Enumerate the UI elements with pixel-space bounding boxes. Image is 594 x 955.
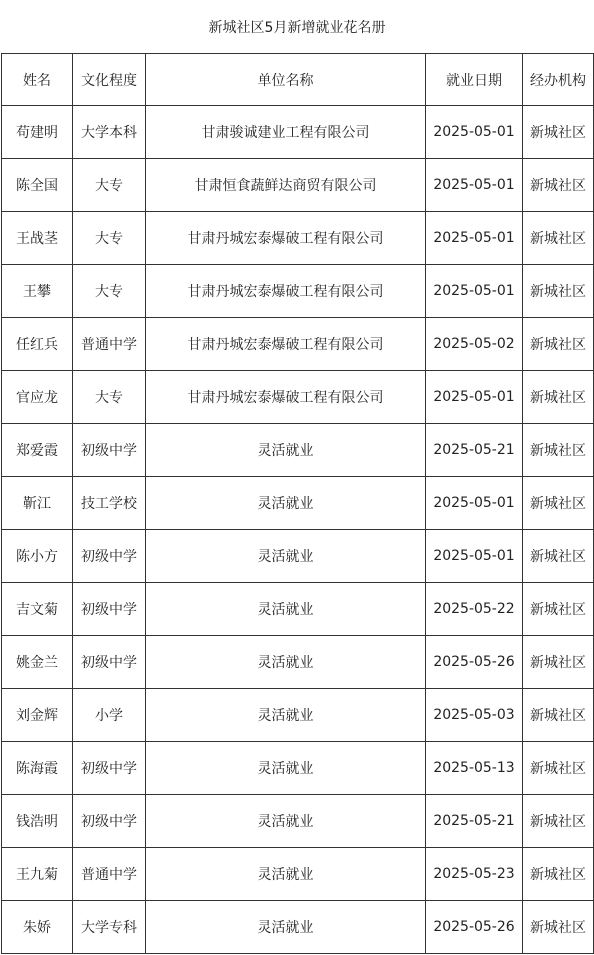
cell-name: 王战茎 [2, 212, 73, 265]
table-row [2, 318, 594, 371]
table-row [2, 424, 594, 477]
header-employer: 单位名称 [146, 54, 426, 106]
cell-employment-date: 2025-05-21 [426, 795, 523, 848]
cell-employer: 甘肃丹城宏泰爆破工程有限公司 [146, 318, 426, 371]
header-education: 文化程度 [73, 54, 146, 106]
cell-employment-date: 2025-05-22 [426, 583, 523, 636]
table-row [2, 583, 594, 636]
cell-employment-date: 2025-05-01 [426, 477, 523, 530]
cell-employer: 灵活就业 [146, 583, 426, 636]
cell-employment-date: 2025-05-21 [426, 424, 523, 477]
cell-name: 朱娇 [2, 901, 73, 954]
cell-education: 初级中学 [73, 530, 146, 583]
cell-employment-date: 2025-05-01 [426, 212, 523, 265]
cell-education: 普通中学 [73, 848, 146, 901]
cell-name: 任红兵 [2, 318, 73, 371]
cell-employer: 灵活就业 [146, 742, 426, 795]
cell-name: 王攀 [2, 265, 73, 318]
cell-name: 苟建明 [2, 106, 73, 159]
cell-education: 小学 [73, 689, 146, 742]
cell-education: 技工学校 [73, 477, 146, 530]
cell-employment-date: 2025-05-03 [426, 689, 523, 742]
cell-employer: 灵活就业 [146, 689, 426, 742]
cell-employer: 灵活就业 [146, 530, 426, 583]
cell-employment-date: 2025-05-01 [426, 371, 523, 424]
cell-employment-date: 2025-05-26 [426, 636, 523, 689]
cell-employment-date: 2025-05-01 [426, 530, 523, 583]
cell-education: 初级中学 [73, 636, 146, 689]
cell-agency: 新城社区 [523, 159, 594, 212]
cell-name: 钱浩明 [2, 795, 73, 848]
cell-education: 初级中学 [73, 583, 146, 636]
header-employment-date: 就业日期 [426, 54, 523, 106]
cell-agency: 新城社区 [523, 477, 594, 530]
cell-education: 大专 [73, 265, 146, 318]
table-row [2, 530, 594, 583]
cell-agency: 新城社区 [523, 795, 594, 848]
cell-employer: 甘肃丹城宏泰爆破工程有限公司 [146, 265, 426, 318]
table-row [2, 159, 594, 212]
cell-education: 大专 [73, 371, 146, 424]
cell-education: 初级中学 [73, 795, 146, 848]
cell-employer: 甘肃丹城宏泰爆破工程有限公司 [146, 212, 426, 265]
table-row [2, 901, 594, 954]
cell-name: 官应龙 [2, 371, 73, 424]
cell-agency: 新城社区 [523, 901, 594, 954]
cell-education: 大学本科 [73, 106, 146, 159]
table-row [2, 636, 594, 689]
table-row [2, 848, 594, 901]
cell-employment-date: 2025-05-01 [426, 265, 523, 318]
cell-employer: 甘肃骏诚建业工程有限公司 [146, 106, 426, 159]
cell-employer: 灵活就业 [146, 477, 426, 530]
table-body [2, 106, 594, 954]
cell-name: 姚金兰 [2, 636, 73, 689]
cell-employment-date: 2025-05-13 [426, 742, 523, 795]
cell-agency: 新城社区 [523, 212, 594, 265]
cell-agency: 新城社区 [523, 106, 594, 159]
table-row [2, 742, 594, 795]
cell-name: 王九菊 [2, 848, 73, 901]
cell-employer: 灵活就业 [146, 424, 426, 477]
cell-agency: 新城社区 [523, 530, 594, 583]
header-name: 姓名 [2, 54, 73, 106]
cell-education: 大专 [73, 212, 146, 265]
cell-employer: 灵活就业 [146, 848, 426, 901]
cell-employer: 灵活就业 [146, 795, 426, 848]
cell-education: 普通中学 [73, 318, 146, 371]
cell-employer: 甘肃丹城宏泰爆破工程有限公司 [146, 371, 426, 424]
cell-employment-date: 2025-05-01 [426, 106, 523, 159]
table-row [2, 106, 594, 159]
cell-agency: 新城社区 [523, 636, 594, 689]
cell-employment-date: 2025-05-02 [426, 318, 523, 371]
cell-education: 大学专科 [73, 901, 146, 954]
cell-education: 初级中学 [73, 742, 146, 795]
cell-name: 郑爱霞 [2, 424, 73, 477]
cell-name: 陈小方 [2, 530, 73, 583]
cell-name: 陈全国 [2, 159, 73, 212]
cell-agency: 新城社区 [523, 742, 594, 795]
document-title: 新城社区5月新增就业花名册 [208, 19, 386, 36]
cell-agency: 新城社区 [523, 848, 594, 901]
cell-employer: 灵活就业 [146, 901, 426, 954]
table-row [2, 212, 594, 265]
table-row [2, 371, 594, 424]
table-row [2, 477, 594, 530]
cell-name: 靳江 [2, 477, 73, 530]
header-agency: 经办机构 [523, 54, 594, 106]
cell-education: 初级中学 [73, 424, 146, 477]
table-row [2, 795, 594, 848]
header-row [2, 54, 594, 106]
cell-education: 大专 [73, 159, 146, 212]
cell-employer: 甘肃恒食蔬鲜达商贸有限公司 [146, 159, 426, 212]
table-row [2, 689, 594, 742]
cell-agency: 新城社区 [523, 371, 594, 424]
cell-agency: 新城社区 [523, 318, 594, 371]
cell-name: 吉文菊 [2, 583, 73, 636]
cell-name: 陈海霞 [2, 742, 73, 795]
cell-agency: 新城社区 [523, 583, 594, 636]
cell-employment-date: 2025-05-26 [426, 901, 523, 954]
employment-roster-table [1, 53, 594, 954]
cell-employer: 灵活就业 [146, 636, 426, 689]
cell-employment-date: 2025-05-01 [426, 159, 523, 212]
table-row [2, 265, 594, 318]
cell-agency: 新城社区 [523, 689, 594, 742]
cell-name: 刘金辉 [2, 689, 73, 742]
cell-agency: 新城社区 [523, 265, 594, 318]
cell-employment-date: 2025-05-23 [426, 848, 523, 901]
cell-agency: 新城社区 [523, 424, 594, 477]
